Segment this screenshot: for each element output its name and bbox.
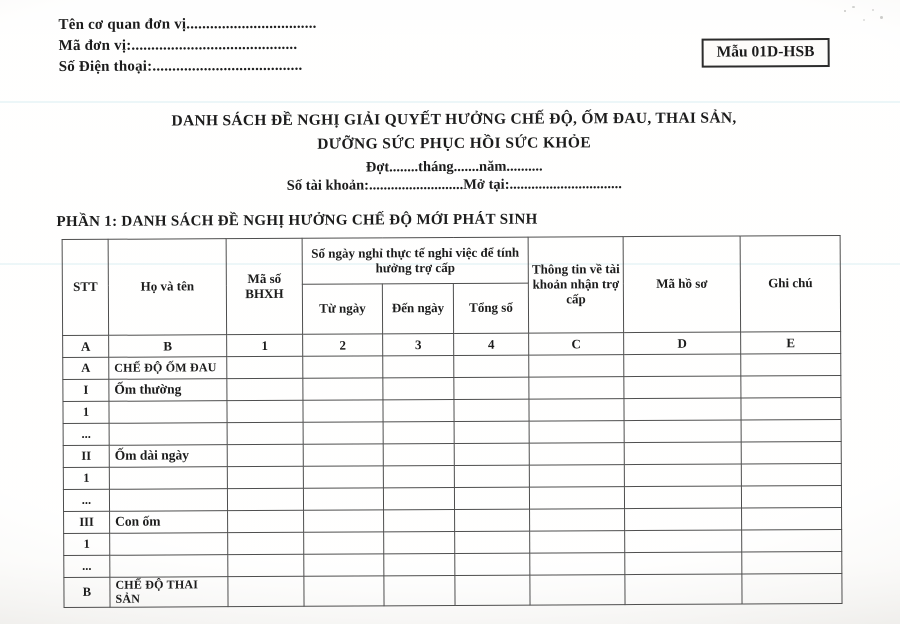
stt-cell: ...: [63, 423, 109, 445]
label-cell: [109, 467, 227, 490]
stt-cell: 1: [64, 533, 110, 555]
label-cell: [110, 533, 228, 556]
empty-cell: [529, 421, 624, 443]
empty-cell: [741, 441, 841, 464]
empty-cell: [228, 576, 304, 606]
code-cell: B: [109, 335, 227, 358]
col-header-note: Ghi chú: [740, 235, 841, 332]
empty-cell: [625, 530, 742, 553]
empty-cell: [227, 356, 303, 378]
label-cell: [110, 555, 228, 578]
empty-cell: [228, 554, 304, 576]
org-name-line: Tên cơ quan đơn vị.................................: [58, 15, 317, 34]
form-code-badge: Mẫu 01D-HSB: [702, 38, 830, 68]
empty-cell: [454, 465, 529, 487]
empty-cell: [742, 551, 842, 574]
empty-cell: [529, 465, 624, 487]
empty-cell: [530, 575, 625, 605]
form-title-line1: DANH SÁCH ĐỀ NGHỊ GIẢI QUYẾT HƯỞNG CHẾ ĐỘ, ỐM ĐAU, THAI SẢN,: [171, 109, 737, 130]
col-header-stt: STT: [62, 239, 109, 335]
empty-cell: [227, 466, 303, 488]
empty-cell: [741, 375, 841, 398]
org-phone-line: Số Điện thoại:......................................: [58, 57, 303, 76]
empty-cell: [455, 575, 530, 605]
empty-cell: [304, 532, 384, 554]
empty-cell: [454, 377, 529, 399]
empty-cell: [529, 443, 624, 465]
empty-cell: [303, 422, 383, 444]
col-header-bhxh: Mã số BHXH: [226, 238, 303, 334]
empty-cell: [624, 354, 741, 377]
code-cell: C: [529, 333, 624, 355]
empty-cell: [228, 510, 304, 532]
code-cell: 3: [383, 333, 454, 355]
col-header-to-day: Đến ngày: [382, 283, 453, 333]
empty-cell: [304, 510, 384, 532]
code-cell: E: [741, 331, 841, 354]
empty-cell: [383, 421, 454, 443]
empty-cell: [741, 463, 841, 486]
empty-cell: [741, 419, 841, 442]
stt-cell: III: [64, 511, 110, 533]
empty-cell: [454, 421, 529, 443]
empty-cell: [304, 554, 384, 576]
label-cell: [109, 423, 227, 446]
label-cell: CHẾ ĐỘ THAI SẢN: [110, 577, 228, 608]
stt-cell: I: [63, 379, 109, 401]
empty-cell: [303, 400, 383, 422]
empty-cell: [454, 443, 529, 465]
empty-cell: [625, 508, 742, 531]
org-code-line: Mã đơn vị:..........................................: [58, 36, 298, 55]
org-info-block: [58, 14, 316, 78]
stt-cell: II: [63, 445, 109, 467]
table-row: [64, 573, 842, 607]
benefit-request-table: [62, 235, 843, 608]
empty-cell: [742, 507, 842, 530]
empty-cell: [530, 531, 625, 553]
empty-cell: [383, 443, 454, 465]
empty-cell: [455, 553, 530, 575]
empty-cell: [303, 356, 383, 378]
empty-cell: [529, 487, 624, 509]
stt-cell: B: [64, 577, 110, 607]
empty-cell: [227, 488, 303, 510]
empty-cell: [624, 376, 741, 399]
empty-cell: [303, 378, 383, 400]
empty-cell: [625, 552, 742, 575]
label-cell: Ốm dài ngày: [109, 445, 227, 468]
empty-cell: [741, 485, 841, 508]
empty-cell: [624, 442, 741, 465]
empty-cell: [529, 377, 624, 399]
empty-cell: [454, 399, 529, 421]
col-header-total: Tổng số: [453, 283, 528, 333]
empty-cell: [228, 532, 304, 554]
empty-cell: [303, 466, 383, 488]
empty-cell: [384, 575, 455, 605]
empty-cell: [227, 378, 303, 400]
label-cell: CHẾ ĐỘ ỐM ĐAU: [109, 357, 227, 380]
stt-cell: ...: [63, 489, 109, 511]
form-title-line2: DƯỠNG SỨC PHỤC HỒI SỨC KHỎE: [317, 134, 592, 153]
account-line: Số tài khoản:..........................Mở tại:...............................: [286, 176, 622, 194]
empty-cell: [742, 573, 842, 604]
empty-cell: [624, 420, 741, 443]
section1-heading: PHẦN 1: DANH SÁCH ĐỀ NGHỊ HƯỞNG CHẾ ĐỘ MỚI PHÁT SINH: [56, 211, 538, 231]
empty-cell: [384, 553, 455, 575]
empty-cell: [383, 355, 454, 377]
col-header-days-group: Số ngày nghỉ thực tế nghỉ việc để tính hưởng trợ cấp: [302, 237, 528, 284]
period-line: Đợt........tháng.......năm..........: [365, 158, 543, 176]
empty-cell: [383, 399, 454, 421]
code-cell: A: [63, 335, 109, 357]
empty-cell: [624, 486, 741, 509]
empty-cell: [529, 399, 624, 421]
empty-cell: [455, 531, 530, 553]
label-cell: [109, 489, 227, 512]
code-cell: 2: [303, 334, 383, 356]
empty-cell: [530, 553, 625, 575]
empty-cell: [455, 509, 530, 531]
stt-cell: 1: [63, 467, 109, 489]
col-header-file-code: Mã hồ sơ: [623, 236, 741, 333]
stt-cell: ...: [64, 555, 110, 577]
empty-cell: [625, 574, 742, 605]
empty-cell: [383, 377, 454, 399]
empty-cell: [304, 576, 384, 606]
label-cell: Ốm thường: [109, 379, 227, 402]
stt-cell: 1: [63, 401, 109, 423]
col-header-from-day: Từ ngày: [302, 284, 382, 334]
empty-cell: [383, 487, 454, 509]
empty-cell: [624, 398, 741, 421]
empty-cell: [530, 509, 625, 531]
label-cell: Con ốm: [110, 511, 228, 534]
code-cell: 4: [454, 333, 529, 355]
empty-cell: [384, 531, 455, 553]
col-header-account-info: Thông tin về tài khoản nhận trợ cấp: [528, 237, 624, 333]
empty-cell: [303, 444, 383, 466]
empty-cell: [227, 400, 303, 422]
empty-cell: [454, 355, 529, 377]
empty-cell: [529, 355, 624, 377]
stt-cell: A: [63, 357, 109, 379]
empty-cell: [742, 529, 842, 552]
empty-cell: [384, 509, 455, 531]
empty-cell: [303, 488, 383, 510]
empty-cell: [383, 465, 454, 487]
empty-cell: [227, 422, 303, 444]
code-cell: 1: [227, 334, 303, 356]
empty-cell: [454, 487, 529, 509]
code-cell: D: [624, 332, 741, 355]
empty-cell: [227, 444, 303, 466]
empty-cell: [741, 397, 841, 420]
empty-cell: [741, 353, 841, 376]
empty-cell: [624, 464, 741, 487]
label-cell: [109, 401, 227, 424]
col-header-name: Họ và tên: [108, 239, 227, 336]
